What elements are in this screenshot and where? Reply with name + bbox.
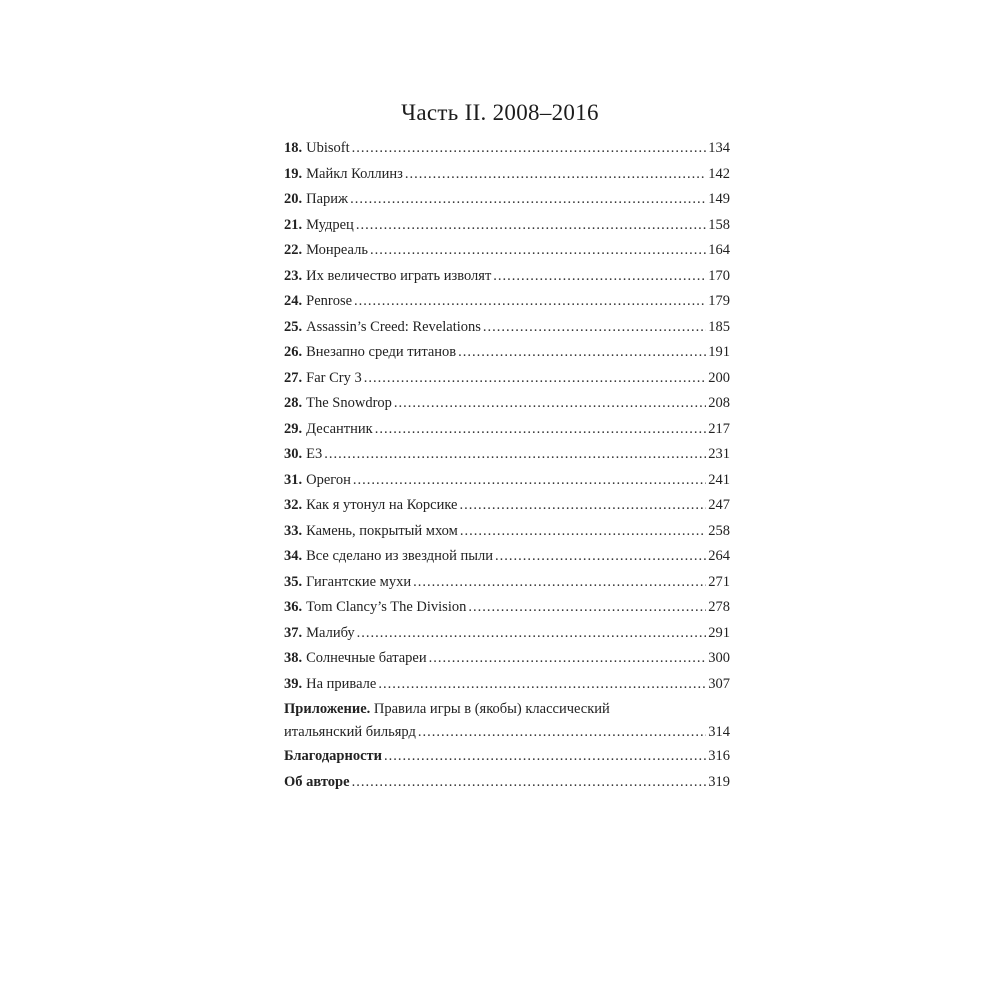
appendix-second-line — [284, 721, 730, 744]
leader-dots — [352, 136, 707, 162]
toc-entry-31[interactable] — [284, 468, 730, 494]
toc-entry-37[interactable] — [284, 621, 730, 647]
appendix-first-line — [284, 698, 730, 721]
leader-dots — [405, 162, 706, 188]
leader-dots — [352, 770, 707, 796]
chapter-number: 33. — [284, 522, 303, 539]
appendix-title-part2: итальянский бильярд — [284, 724, 416, 740]
chapter-title: Их величество играть изволят — [306, 267, 492, 284]
toc-entry-acknowledgements[interactable] — [284, 744, 730, 770]
leader-dots — [495, 544, 706, 570]
toc-entry-27[interactable] — [284, 366, 730, 392]
page-number: 217 — [708, 420, 730, 437]
chapter-number: 34. — [284, 548, 303, 564]
chapter-title: Орегон — [306, 471, 351, 488]
leader-dots — [356, 213, 706, 239]
chapter-title: Монреаль — [306, 242, 368, 258]
leader-dots — [350, 187, 706, 213]
leader-dots — [483, 315, 706, 341]
page-number: 271 — [708, 573, 730, 590]
chapter-title: Майкл Коллинз — [306, 165, 403, 182]
toc-entry-23[interactable] — [284, 264, 730, 290]
page-number: 164 — [708, 242, 730, 258]
leader-dots — [394, 391, 706, 417]
chapter-title: The Snowdrop — [306, 395, 392, 411]
chapter-number: 26. — [284, 344, 303, 360]
chapter-title: Десантник — [306, 420, 373, 437]
chapter-number: 22. — [284, 242, 303, 258]
page-number: 316 — [708, 748, 730, 764]
page-number: 185 — [708, 318, 730, 335]
chapter-title: Assassin’s Creed: Revelations — [306, 318, 481, 335]
chapter-title: Far Cry 3 — [306, 369, 362, 386]
acknowledgements-label: Благодарности — [284, 748, 383, 764]
leader-dots — [460, 519, 706, 545]
leader-dots — [493, 264, 706, 290]
chapter-number: 39. — [284, 675, 303, 692]
page-number: 134 — [708, 140, 730, 156]
chapter-number: 38. — [284, 650, 303, 666]
leader-dots — [375, 417, 707, 443]
page-number: 307 — [708, 675, 730, 692]
table-of-contents — [284, 136, 730, 795]
chapter-title: Малибу — [306, 624, 355, 641]
toc-entry-39[interactable] — [284, 672, 730, 698]
chapter-title: Как я утонул на Корсике — [306, 497, 458, 513]
leader-dots — [413, 570, 706, 596]
page-number: 264 — [708, 548, 730, 564]
chapter-number: 24. — [284, 293, 303, 309]
toc-entry-19[interactable] — [284, 162, 730, 188]
chapter-title: Гигантские мухи — [306, 573, 412, 590]
leader-dots — [378, 672, 706, 698]
chapter-number: 21. — [284, 216, 303, 233]
chapter-number: 35. — [284, 573, 303, 590]
leader-dots — [429, 646, 707, 672]
chapter-title: Мудрец — [306, 216, 354, 233]
page-number: 241 — [708, 471, 730, 488]
toc-entry-21[interactable] — [284, 213, 730, 239]
appendix-title-part1: Правила игры в (якобы) классический — [370, 701, 610, 717]
chapter-number: 27. — [284, 369, 303, 386]
leader-dots — [370, 238, 706, 264]
toc-entry-22[interactable] — [284, 238, 730, 264]
page-number: 179 — [708, 293, 730, 309]
chapter-number: 28. — [284, 395, 303, 411]
page-number: 247 — [708, 497, 730, 513]
leader-dots — [468, 595, 706, 621]
toc-entry-38[interactable] — [284, 646, 730, 672]
toc-entry-29[interactable] — [284, 417, 730, 443]
page-number: 142 — [708, 165, 730, 182]
chapter-title: Penrose — [306, 293, 353, 309]
toc-entry-24[interactable] — [284, 289, 730, 315]
page-number: 319 — [708, 773, 730, 790]
chapter-number: 29. — [284, 420, 303, 437]
page-number: 200 — [708, 369, 730, 386]
chapter-number: 36. — [284, 599, 303, 615]
toc-entry-36[interactable] — [284, 595, 730, 621]
chapter-title: Париж — [306, 191, 349, 207]
section-title: Часть II. 2008–2016 — [401, 100, 599, 125]
chapter-number: 19. — [284, 165, 303, 182]
page-number: 231 — [708, 446, 730, 462]
chapter-number: 37. — [284, 624, 303, 641]
chapter-number: 20. — [284, 191, 303, 207]
chapter-title: Солнечные батареи — [306, 650, 427, 666]
chapter-number: 32. — [284, 497, 303, 513]
page-number: 258 — [708, 522, 730, 539]
chapter-title: Ubisoft — [306, 140, 350, 156]
toc-entry-32[interactable] — [284, 493, 730, 519]
toc-entry-35[interactable] — [284, 570, 730, 596]
toc-entry-26[interactable] — [284, 340, 730, 366]
chapter-number: 31. — [284, 471, 303, 488]
page-number: 291 — [708, 624, 730, 641]
chapter-title: На привале — [306, 675, 377, 692]
appendix-label: Приложение. — [284, 701, 371, 717]
leader-dots — [354, 289, 706, 315]
page-number: 314 — [708, 724, 730, 740]
chapter-number: 25. — [284, 318, 303, 335]
leader-dots — [357, 621, 707, 647]
chapter-title: Все сделано из звездной пыли — [306, 548, 493, 564]
page-number: 158 — [708, 216, 730, 233]
leader-dots — [324, 442, 706, 468]
page-number: 149 — [708, 191, 730, 207]
chapter-title: Внезапно среди титанов — [306, 344, 457, 360]
toc-entry-28[interactable] — [284, 391, 730, 417]
toc-entry-33[interactable] — [284, 519, 730, 545]
toc-entry-appendix[interactable] — [284, 698, 730, 744]
toc-entry-20[interactable] — [284, 187, 730, 213]
leader-dots — [384, 744, 706, 770]
page-number: 278 — [708, 599, 730, 615]
chapter-number: 23. — [284, 267, 303, 284]
toc-entry-30[interactable] — [284, 442, 730, 468]
leader-dots — [458, 340, 706, 366]
toc-entry-about-author[interactable] — [284, 770, 730, 796]
chapter-title: E3 — [306, 446, 323, 462]
chapter-number: 18. — [284, 140, 303, 156]
chapter-number: 30. — [284, 446, 303, 462]
leader-dots — [418, 721, 706, 744]
toc-entry-34[interactable] — [284, 544, 730, 570]
leader-dots — [364, 366, 707, 392]
chapter-title: Камень, покрытый мхом — [306, 522, 458, 539]
toc-entry-18[interactable] — [284, 136, 730, 162]
page-number: 208 — [708, 395, 730, 411]
page-number: 300 — [708, 650, 730, 666]
leader-dots — [353, 468, 706, 494]
leader-dots — [459, 493, 706, 519]
page-number: 191 — [708, 344, 730, 360]
toc-entry-25[interactable] — [284, 315, 730, 341]
about-author-label: Об авторе — [284, 773, 350, 790]
chapter-title: Tom Clancy’s The Division — [306, 599, 467, 615]
page-number: 170 — [708, 267, 730, 284]
